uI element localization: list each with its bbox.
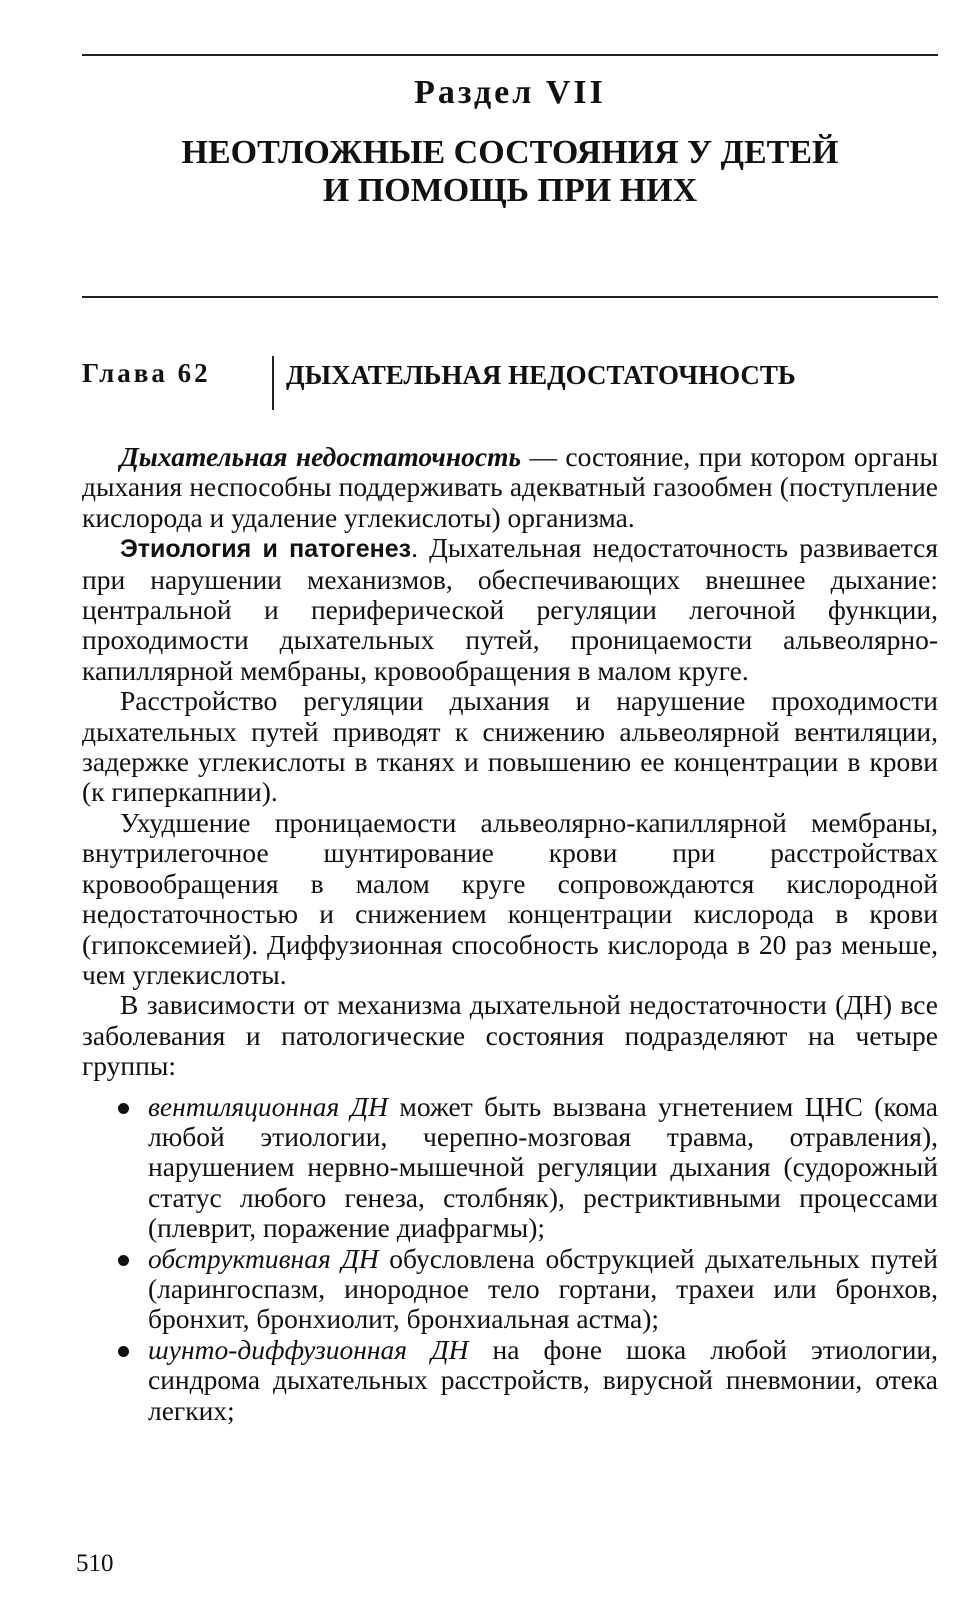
page-number: 510: [76, 1550, 114, 1577]
section-label: Раздел VII: [414, 74, 606, 111]
list-item-text: обусловлена обструкцией дыхательных путей (ларингоспазм, инородное тело гортани, трахеи или бронхов, бронхит, бронхиолит, бронхиальная астма);: [148, 1242, 938, 1335]
paragraph-classification: В зависимости от механизма дыхательной недостаточности (ДН) все заболевания и патологические состояния подразделяют на четыре группы:: [82, 989, 938, 1082]
top-rule: [82, 54, 938, 56]
list-item: [148, 1092, 938, 1244]
list-item: [148, 1244, 938, 1335]
list-item: [148, 1335, 938, 1426]
paragraph-etiology: [82, 533, 938, 686]
bullet-icon: [118, 1255, 129, 1266]
paragraph-definition: [82, 442, 938, 533]
section-title-line-2: И ПОМОЩЬ ПРИ НИХ: [322, 172, 698, 209]
list-item-text: может быть вызвана угнетением ЦНС (кома любой этиологии, черепно-мозговая травма, отравления), нарушением нервно-мышечной регуляции дыхания (судорожный статус любого генеза, столбняк), рестриктивными процессами (плеврит, поражение диафрагмы);: [148, 1090, 938, 1244]
chapter-label: Глава 62: [82, 358, 211, 388]
chapter-separator-bar: [272, 356, 274, 410]
section-title: [82, 134, 938, 210]
definition-text: — состояние, при котором органы дыхания неспособны поддерживать адекватный газообмен (поступление кислорода и удаление углекислоты) организма.: [82, 441, 938, 533]
etiology-text: . Дыхательная недостаточность развивается при нарушении механизмов, обеспечивающих внешнее дыхание: центральной и периферической регуляции легочной функции, проходимости дыхательных путей, проницаемости альвеолярно-капиллярной мембраны, кровообращения в малом круге.: [82, 532, 938, 686]
definition-term: Дыхательная недостаточность: [120, 441, 522, 472]
list-item-term: обструктивная ДН: [148, 1242, 379, 1274]
etiology-heading: Этиология и патогенез: [120, 535, 412, 564]
bullet-icon: [118, 1346, 129, 1357]
list-item-text: на фоне шока любой этиологии, синдрома дыхательных расстройств, вирусной пневмонии, отека легких;: [148, 1333, 938, 1426]
dn-groups-list: [82, 1092, 938, 1426]
paragraph-permeability: Ухудшение проницаемости альвеолярно-капиллярной мембраны, внутрилегочное шунтирование крови при расстройствах кровообращения в малом круге сопровождаются кислородной недостаточностью и снижением концентрации кислорода в крови (гипоксемией). Диффузионная способность кислорода в 20 раз меньше, чем углекислоты.: [82, 806, 938, 990]
chapter-body: [82, 442, 938, 1426]
section-title-line-1: НЕОТЛОЖНЫЕ СОСТОЯНИЯ У ДЕТЕЙ: [181, 134, 839, 171]
section-divider-rule: [82, 296, 938, 298]
list-item-term: шунто-диффузионная ДН: [148, 1333, 469, 1365]
paragraph-regulation: Расстройство регуляции дыхания и нарушение проходимости дыхательных путей приводят к снижению альвеолярной вентиляции, задержке углекислоты в тканях и повышению ее концентрации в крови (к гиперкапнии).: [82, 685, 938, 808]
chapter-title: ДЫХАТЕЛЬНАЯ НЕДОСТАТОЧНОСТЬ: [286, 360, 796, 390]
bullet-icon: [118, 1103, 129, 1114]
list-item-term: вентиляционная ДН: [148, 1090, 389, 1122]
